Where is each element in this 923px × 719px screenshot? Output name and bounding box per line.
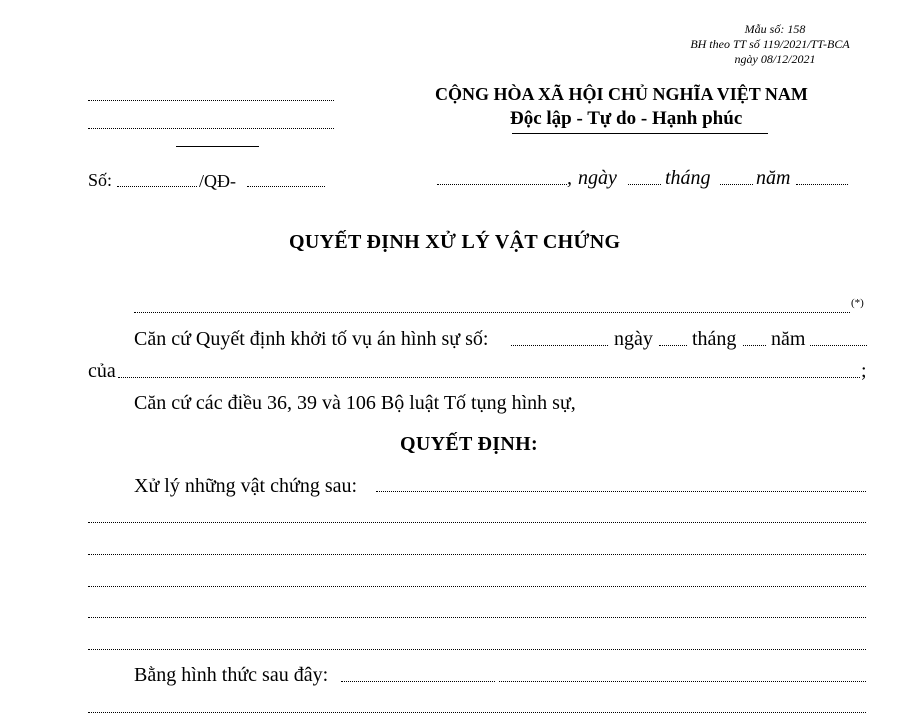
evidence-field-line-6[interactable]: [88, 649, 866, 650]
decision-heading: QUYẾT ĐỊNH:: [400, 433, 538, 455]
agency-divider: [176, 146, 259, 147]
basis-2: Căn cứ các điều 36, 39 và 106 Bộ luật Tố tụng hình sự,: [134, 392, 576, 414]
basis-1-year-field[interactable]: [810, 345, 867, 346]
date-day-label: ngày: [578, 167, 617, 189]
evidence-field-line-5[interactable]: [88, 617, 866, 618]
agency-line-2[interactable]: [88, 128, 334, 129]
evidence-field-line-3[interactable]: [88, 554, 866, 555]
form-number: Mẫu số: 158: [744, 22, 806, 36]
basis-1-month-label: tháng: [692, 328, 737, 350]
method-field-line-1a[interactable]: [341, 681, 495, 682]
form-note: [660, 22, 880, 67]
document-title: QUYẾT ĐỊNH XỬ LÝ VẬT CHỨNG: [289, 231, 621, 253]
issuing-authority-field[interactable]: [134, 312, 850, 313]
date-year-label: năm: [756, 167, 791, 189]
nation-title: CỘNG HÒA XÃ HỘI CHỦ NGHĨA VIỆT NAM: [435, 84, 808, 104]
date-comma: ,: [567, 167, 572, 189]
date-year-field[interactable]: [796, 184, 848, 185]
form-issued-date: ngày 08/12/2021: [734, 52, 816, 66]
document-number-code-field[interactable]: [247, 186, 325, 187]
basis-1-end: ;: [861, 360, 867, 382]
document-number-field[interactable]: [117, 186, 197, 187]
form-issued-by: BH theo TT số 119/2021/TT-BCA: [690, 37, 850, 51]
basis-1-day-label: ngày: [614, 328, 653, 350]
evidence-field-line-2[interactable]: [88, 522, 866, 523]
date-month-field[interactable]: [720, 184, 753, 185]
document-number-row: [88, 170, 112, 191]
number-label: Số:: [88, 170, 113, 190]
basis-1-agency-field[interactable]: [118, 377, 860, 378]
basis-1-of-label: của: [88, 360, 116, 382]
motto: Độc lập - Tự do - Hạnh phúc: [510, 108, 743, 129]
basis-1-label: Căn cứ Quyết định khởi tố vụ án hình sự số:: [134, 328, 489, 350]
basis-1-day-field[interactable]: [659, 345, 687, 346]
basis-1-year-label: năm: [771, 328, 806, 350]
prosecution-decision-number-field[interactable]: [511, 345, 608, 346]
evidence-field-line-4[interactable]: [88, 586, 866, 587]
place-field[interactable]: [437, 184, 567, 185]
motto-underline: [512, 133, 768, 134]
method-field-line-2[interactable]: [88, 712, 866, 713]
number-suffix: /QĐ-: [199, 171, 236, 191]
basis-1-month-field[interactable]: [743, 345, 766, 346]
footnote-marker: (*): [851, 297, 864, 309]
evidence-label: Xử lý những vật chứng sau:: [134, 475, 358, 497]
method-label: Bằng hình thức sau đây:: [134, 664, 329, 686]
method-field-line-1b[interactable]: [499, 681, 866, 682]
date-month-label: tháng: [665, 167, 711, 189]
date-day-field[interactable]: [628, 184, 661, 185]
agency-line-1[interactable]: [88, 100, 334, 101]
evidence-field-line-1[interactable]: [376, 491, 866, 492]
